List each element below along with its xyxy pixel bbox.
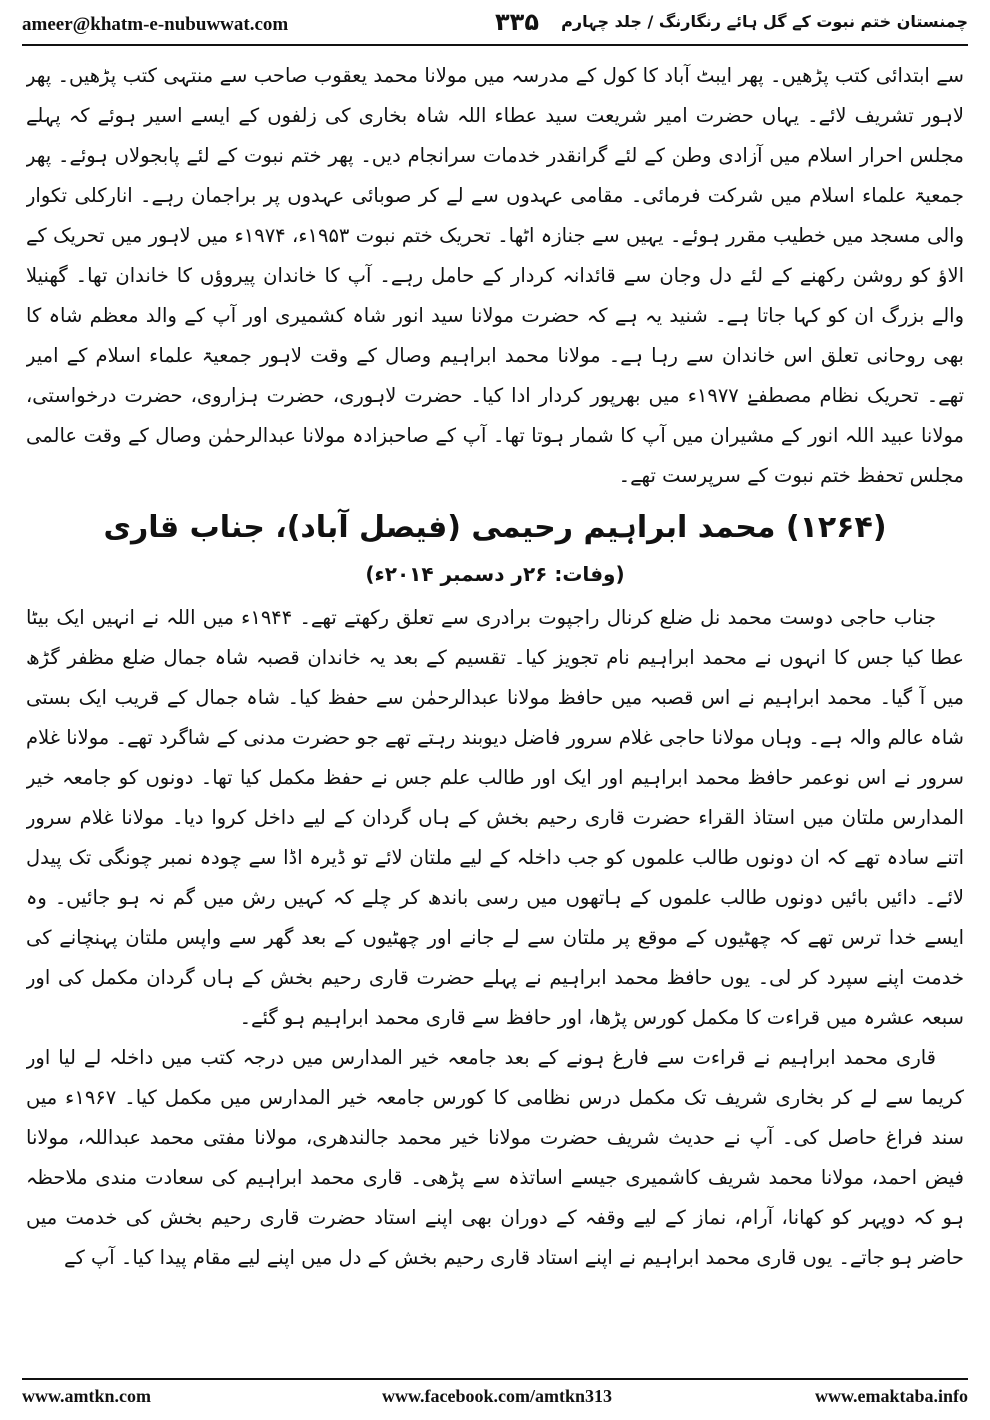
footer-link-emaktaba[interactable]: www.emaktaba.info xyxy=(814,1386,968,1406)
page-number: ۳۳۵ xyxy=(495,8,539,36)
footer-divider xyxy=(22,1378,968,1380)
footer-link-amtkn[interactable]: www.amtkn.com xyxy=(22,1386,151,1406)
death-date: (وفات: ۲۶ر دسمبر ۲۰۱۴ء) xyxy=(365,562,625,586)
page-footer xyxy=(22,1386,968,1416)
header-divider xyxy=(22,44,968,46)
continued-paragraph: سے ابتدائی کتب پڑھیں۔ پھر ایبٹ آباد کا کول کے مدرسہ میں مولانا محمد یعقوب صاحب سے منتہی کتب پڑھیں۔ پھر لاہور تشریف لائے۔ یہاں حضرت امیر شریعت سید عطاء اللہ شاہ بخاری کی زلفوں کے ایسے اسیر ہوئے کہ پہلے مجلس احرار اسلام میں آزادی وطن کے لئے گرانقدر خدمات سرانجام دیں۔ پھر ختم نبوت کے لئے پابجولاں ہوئے۔ پھر جمعیۃ علماء اسلام میں شرکت فرمائی۔ مقامی عہدوں سے لے کر صوبائی عہدوں پر براجمان رہے۔ انارکلی تکوار والی مسجد میں خطیب مقرر ہوئے۔ یہیں سے جنازہ اٹھا۔ تحریک ختم نبوت ۱۹۵۳ء، ۱۹۷۴ء میں لاہور میں تحریک کے الاؤ کو روشن رکھنے کے لئے دل وجان سے قائدانہ کردار کے حامل رہے۔ آپ کا خاندان پیروؤں کا خاندان تھا۔ گھنیلا والے بزرگ ان کو کہا جاتا ہے۔ شنید یہ ہے کہ حضرت مولانا سید انور شاہ کشمیری اور آپ کے والد معظم شاہ کا بھی روحانی تعلق اس خاندان سے رہا ہے۔ مولانا محمد ابراہیم وصال کے وقت لاہور جمعیۃ علماء اسلام کے امیر تھے۔ تحریک نظام مصطفےٰ ۱۹۷۷ء میں بھرپور کردار ادا کیا۔ حضرت لاہوری، حضرت ہزاروی، حضرت درخواستی، مولانا عبید اللہ انور کے مشیران میں آپ کا شمار ہوتا تھا۔ آپ کے صاحبزادہ مولانا عبدالرحمٰن وصال کے وقت عالمی مجلس تحفظ ختم نبوت کے سرپرست تھے۔ xyxy=(26,64,964,487)
page-header xyxy=(22,6,968,42)
book-title: چمنستان ختم نبوت کے گل ہائے رنگارنگ / جلد چہارم xyxy=(561,12,968,31)
header-email: ameer@khatm-e-nubuwwat.com xyxy=(22,14,289,35)
entry-heading: (۱۲۶۴) محمد ابراہیم رحیمی (فیصل آباد)، جناب قاری xyxy=(103,510,887,545)
footer-link-facebook[interactable]: www.facebook.com/amtkn313 xyxy=(382,1386,612,1406)
biography-paragraph-2: قاری محمد ابراہیم نے قراءت سے فارغ ہونے کے بعد جامعہ خیر المدارس میں درجہ کتب میں داخلہ لے لیا اور کریما سے لے کر بخاری شریف تک مکمل درس نظامی کا کورس جامعہ خیر المدارس میں مکمل کیا۔ ۱۹۶۷ء میں سند فراغ حاصل کی۔ آپ نے حدیث شریف حضرت مولانا خیر محمد جالندھری، مولانا مفتی محمد عبداللہ، مولانا فیض احمد، مولانا محمد شریف کاشمیری جیسے اساتذہ سے پڑھی۔ قاری محمد ابراہیم کی سعادت مندی ملاحظہ ہو کہ دوپہر کو کھانا، آرام، نماز کے لیے وقفہ کے دوران بھی اپنے استاد حضرت قاری رحیم بخش کی خدمت میں حاضر ہو جاتے۔ یوں قاری محمد ابراہیم نے اپنے استاد قاری رحیم بخش کے دل میں اپنے لیے مقام پیدا کیا۔ آپ کے xyxy=(26,1046,964,1269)
biography-paragraph-1: جناب حاجی دوست محمد نل ضلع کرنال راجپوت برادری سے تعلق رکھتے تھے۔ ۱۹۴۴ء میں اللہ نے انہیں ایک بیٹا عطا کیا جس کا انہوں نے محمد ابراہیم نام تجویز کیا۔ تقسیم کے بعد یہ خاندان قصبہ شاہ جمال ضلع مظفر گڑھ میں آ گیا۔ محمد ابراہیم نے اس قصبہ میں حافظ مولانا عبدالرحمٰن سے حفظ کیا۔ شاہ جمال کے قریب ایک بستی شاہ عالم والہ ہے۔ وہاں مولانا حاجی غلام سرور فاضل دیوبند رہتے تھے جو حضرت مدنی کے شاگرد تھے۔ مولانا غلام سرور نے اس نوعمر حافظ محمد ابراہیم اور ایک اور طالب علم جس نے حفظ مکمل کیا تھا۔ دونوں کو جامعہ خیر المدارس ملتان میں استاذ القراء حضرت قاری رحیم بخش کے ہاں گردان کے لیے داخل کروا دیا۔ مولانا غلام سرور اتنے سادہ تھے کہ ان دونوں طالب علموں کو جب داخلہ کے لیے ملتان لائے تو ڈیرہ اڈا سے چودہ نمبر چونگی تک پیدل لائے۔ دائیں بائیں دونوں طالب علموں کے ہاتھوں میں رسی باندھ کر چلے کہ کہیں رش میں گم نہ ہو جائیں۔ وہ ایسے خدا ترس تھے کہ چھٹیوں کے موقع پر ملتان سے لے جانے اور چھٹیوں کے بعد گھر سے واپس ملتان پہنچانے کی خدمت اپنے سپرد کر لی۔ یوں حافظ محمد ابراہیم نے پہلے حضرت قاری رحیم بخش کے ہاں گردان مکمل کی اور سبعہ عشرہ میں قراءت کا مکمل کورس پڑھا، اور حافظ سے قاری محمد ابراہیم ہو گئے۔ xyxy=(26,606,964,1029)
page-body xyxy=(26,56,964,1371)
